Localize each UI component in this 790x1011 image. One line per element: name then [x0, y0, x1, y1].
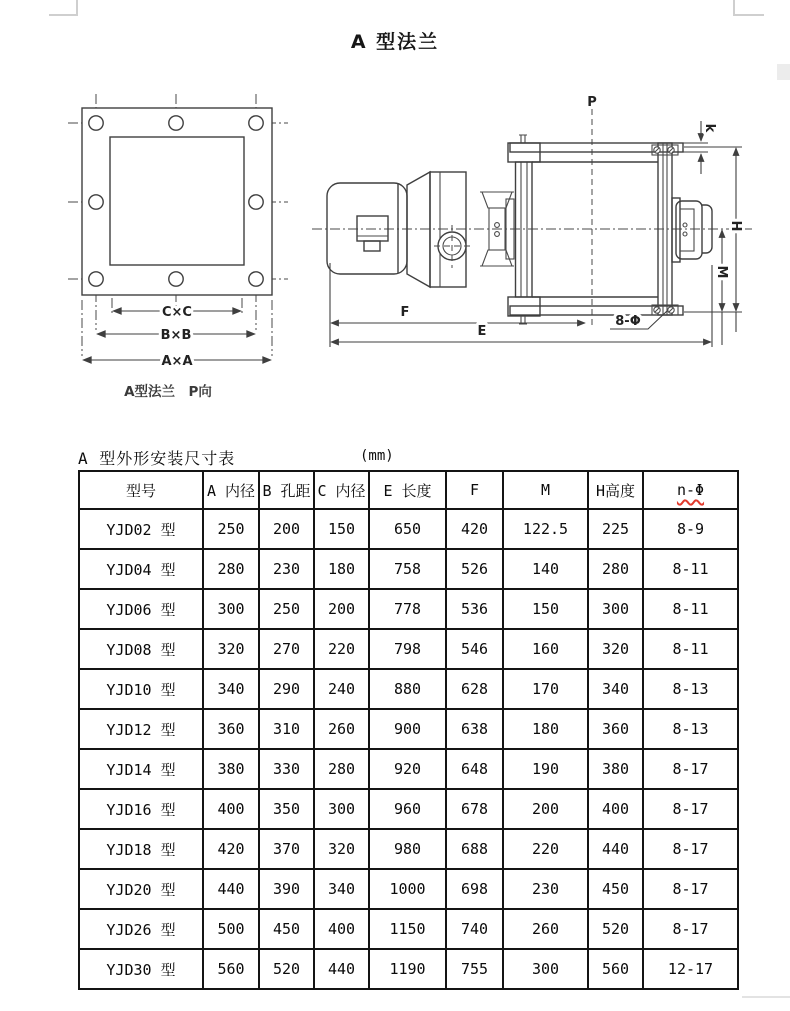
- value-cell: 140: [503, 549, 588, 589]
- value-cell: 8-9: [643, 509, 738, 549]
- value-cell: 320: [588, 629, 643, 669]
- column-header: A 内径: [203, 471, 259, 509]
- dim-label-bxb: B×B: [160, 328, 192, 343]
- value-cell: 400: [203, 789, 259, 829]
- value-cell: 360: [588, 709, 643, 749]
- table-row: [79, 709, 738, 749]
- value-cell: 400: [314, 909, 369, 949]
- value-cell: 628: [446, 669, 503, 709]
- value-cell: 798: [369, 629, 446, 669]
- value-cell: 250: [259, 589, 314, 629]
- value-cell: 450: [588, 869, 643, 909]
- value-cell: 170: [503, 669, 588, 709]
- value-cell: 650: [369, 509, 446, 549]
- table-row: [79, 589, 738, 629]
- table-title: A 型外形安装尺寸表: [78, 449, 236, 468]
- table-row: [79, 869, 738, 909]
- value-cell: 150: [503, 589, 588, 629]
- dim-label-h: H: [728, 220, 743, 232]
- value-cell: 310: [259, 709, 314, 749]
- model-cell: YJD26 型: [79, 909, 203, 949]
- page-corner-mark-left: [49, 0, 78, 16]
- value-cell: 230: [503, 869, 588, 909]
- value-cell: 440: [588, 829, 643, 869]
- value-cell: 8-11: [643, 549, 738, 589]
- value-cell: 420: [203, 829, 259, 869]
- column-header: M: [503, 471, 588, 509]
- value-cell: 280: [588, 549, 643, 589]
- value-cell: 400: [588, 789, 643, 829]
- value-cell: 546: [446, 629, 503, 669]
- value-cell: 980: [369, 829, 446, 869]
- table-row: [79, 509, 738, 549]
- value-cell: 698: [446, 869, 503, 909]
- value-cell: 280: [314, 749, 369, 789]
- value-cell: 440: [314, 949, 369, 989]
- value-cell: 778: [369, 589, 446, 629]
- column-header: F: [446, 471, 503, 509]
- value-cell: 350: [259, 789, 314, 829]
- value-cell: 8-17: [643, 789, 738, 829]
- value-cell: 526: [446, 549, 503, 589]
- model-cell: YJD14 型: [79, 749, 203, 789]
- value-cell: 220: [503, 829, 588, 869]
- model-cell: YJD30 型: [79, 949, 203, 989]
- value-cell: 220: [314, 629, 369, 669]
- value-cell: 122.5: [503, 509, 588, 549]
- model-cell: YJD06 型: [79, 589, 203, 629]
- page-title: A 型法兰: [350, 31, 440, 53]
- table-row: [79, 749, 738, 789]
- column-header: B 孔距: [259, 471, 314, 509]
- value-cell: 500: [203, 909, 259, 949]
- table-row: [79, 629, 738, 669]
- flange-view-caption: A型法兰 P向: [124, 384, 212, 400]
- dim-label-f: F: [400, 305, 410, 320]
- table-row: [79, 789, 738, 829]
- model-cell: YJD02 型: [79, 509, 203, 549]
- value-cell: 190: [503, 749, 588, 789]
- value-cell: 638: [446, 709, 503, 749]
- value-cell: 8-17: [643, 869, 738, 909]
- page-corner-mark-right: [733, 0, 764, 16]
- value-cell: 1150: [369, 909, 446, 949]
- value-cell: 536: [446, 589, 503, 629]
- value-cell: 320: [203, 629, 259, 669]
- machine-side-view-drawing: [310, 95, 790, 410]
- value-cell: 200: [503, 789, 588, 829]
- value-cell: 300: [203, 589, 259, 629]
- value-cell: 370: [259, 829, 314, 869]
- value-cell: 880: [369, 669, 446, 709]
- value-cell: 920: [369, 749, 446, 789]
- value-cell: 758: [369, 549, 446, 589]
- value-cell: 8-17: [643, 829, 738, 869]
- value-cell: 250: [203, 509, 259, 549]
- value-cell: 8-17: [643, 749, 738, 789]
- dim-label-axa: A×A: [161, 354, 193, 369]
- bolt-count-label: 8-Φ: [615, 314, 641, 329]
- value-cell: 270: [259, 629, 314, 669]
- model-cell: YJD08 型: [79, 629, 203, 669]
- value-cell: 678: [446, 789, 503, 829]
- value-cell: 225: [588, 509, 643, 549]
- value-cell: 1190: [369, 949, 446, 989]
- value-cell: 160: [503, 629, 588, 669]
- model-cell: YJD20 型: [79, 869, 203, 909]
- value-cell: 8-13: [643, 709, 738, 749]
- column-header: H高度: [588, 471, 643, 509]
- value-cell: 240: [314, 669, 369, 709]
- value-cell: 260: [503, 909, 588, 949]
- value-cell: 755: [446, 949, 503, 989]
- value-cell: 230: [259, 549, 314, 589]
- model-cell: YJD10 型: [79, 669, 203, 709]
- value-cell: 340: [588, 669, 643, 709]
- value-cell: 260: [314, 709, 369, 749]
- value-cell: 200: [259, 509, 314, 549]
- spec-table: [78, 470, 739, 990]
- value-cell: 1000: [369, 869, 446, 909]
- column-header: C 内径: [314, 471, 369, 509]
- dimension-table: [78, 470, 739, 990]
- value-cell: 648: [446, 749, 503, 789]
- dim-label-p: P: [587, 95, 597, 110]
- dim-label-cxc: C×C: [162, 305, 192, 320]
- column-header: 型号: [79, 471, 203, 509]
- value-cell: 8-17: [643, 909, 738, 949]
- dim-label-m: M: [714, 265, 729, 279]
- table-row: [79, 669, 738, 709]
- value-cell: 380: [203, 749, 259, 789]
- value-cell: 450: [259, 909, 314, 949]
- value-cell: 8-11: [643, 629, 738, 669]
- column-header: n-Φ: [643, 471, 738, 509]
- value-cell: 180: [503, 709, 588, 749]
- value-cell: 150: [314, 509, 369, 549]
- value-cell: 900: [369, 709, 446, 749]
- value-cell: 340: [314, 869, 369, 909]
- end-hub: [672, 198, 712, 262]
- model-cell: YJD12 型: [79, 709, 203, 749]
- value-cell: 280: [203, 549, 259, 589]
- value-cell: 960: [369, 789, 446, 829]
- table-body: [79, 509, 738, 989]
- value-cell: 688: [446, 829, 503, 869]
- model-cell: YJD16 型: [79, 789, 203, 829]
- value-cell: 300: [588, 589, 643, 629]
- value-cell: 520: [259, 949, 314, 989]
- page-edge-mark: [777, 64, 790, 80]
- value-cell: 360: [203, 709, 259, 749]
- model-cell: YJD04 型: [79, 549, 203, 589]
- value-cell: 560: [588, 949, 643, 989]
- value-cell: 330: [259, 749, 314, 789]
- value-cell: 440: [203, 869, 259, 909]
- dim-label-e: E: [477, 324, 487, 339]
- value-cell: 12-17: [643, 949, 738, 989]
- value-cell: 8-11: [643, 589, 738, 629]
- flange-front-view-drawing: [40, 78, 320, 413]
- column-header: E 长度: [369, 471, 446, 509]
- value-cell: 290: [259, 669, 314, 709]
- table-row: [79, 829, 738, 869]
- table-unit-label: (mm): [360, 448, 394, 464]
- value-cell: 320: [314, 829, 369, 869]
- value-cell: 200: [314, 589, 369, 629]
- page-bottom-mark: [742, 996, 790, 998]
- value-cell: 520: [588, 909, 643, 949]
- dim-label-k: k: [702, 123, 717, 133]
- value-cell: 420: [446, 509, 503, 549]
- value-cell: 390: [259, 869, 314, 909]
- value-cell: 380: [588, 749, 643, 789]
- model-cell: YJD18 型: [79, 829, 203, 869]
- value-cell: 560: [203, 949, 259, 989]
- value-cell: 740: [446, 909, 503, 949]
- table-row: [79, 949, 738, 989]
- value-cell: 340: [203, 669, 259, 709]
- table-header-row: [79, 471, 738, 509]
- value-cell: 8-13: [643, 669, 738, 709]
- value-cell: 300: [314, 789, 369, 829]
- table-row: [79, 909, 738, 949]
- table-row: [79, 549, 738, 589]
- value-cell: 300: [503, 949, 588, 989]
- value-cell: 180: [314, 549, 369, 589]
